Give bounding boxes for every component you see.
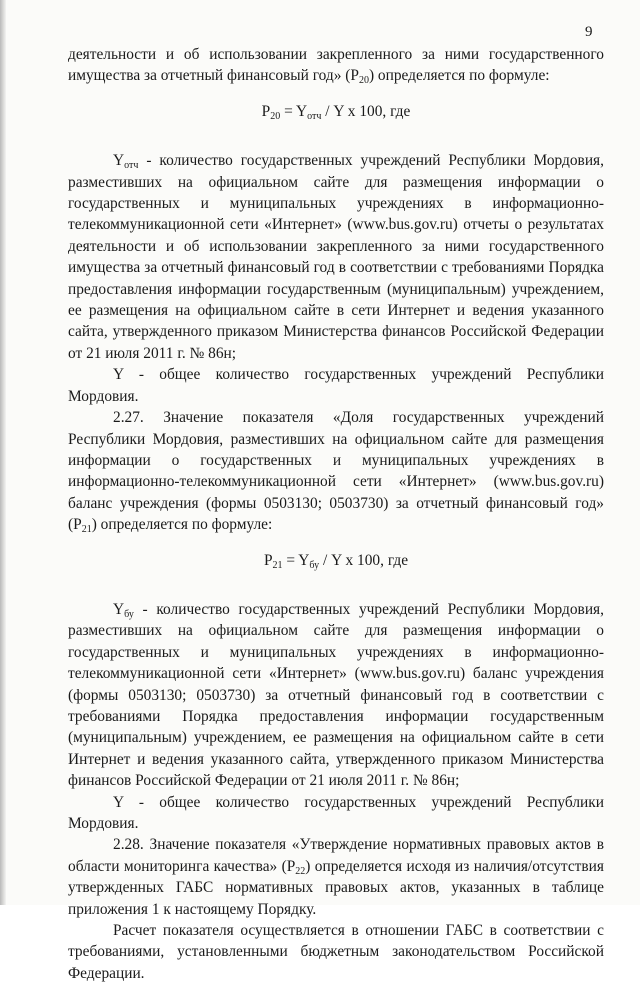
item-2-28-paragraph: 2.28. Значение показателя «Утверждение нормативных правовых актов в области мониторинга качества» $(P_{22})$ определяется исходя из наличия/отсутствия утвержденных ГАБС нормативных правовых актов, указанных в таблице приложения 1 к настоящему Порядку. bbox=[68, 836, 604, 918]
definition-y-total-2: Y - общее количество государственных учреждений Республики Мордовия. bbox=[68, 793, 604, 832]
item-2-27-paragraph: 2.27. Значение показателя «Доля государственных учреждений Республики Мордовия, разместивших на официальном сайте для размещения информации о государственных и муниципальных учреждениях в информационно-телекоммуникационной сети «Интернет» (www.bus.gov.ru) баланс учреждения (формы 0503130; 0503730) за отчетный финансовый год» $(P_{21})$ определяется по формуле: bbox=[68, 409, 604, 536]
page-number: 9 bbox=[585, 24, 593, 40]
definition-y-total-1: Y - общее количество государственных учреждений Республики Мордовия. bbox=[68, 366, 604, 405]
scan-edge-shadow bbox=[0, 0, 6, 905]
closing-paragraph: Расчет показателя осуществляется в отношении ГАБС в соответствии с требованиями, установленными бюджетным законодательством Российской Федерации. bbox=[68, 922, 604, 982]
definition-y-bu: $Y_{бу}$ - количество государственных учреждений Республики Мордовия, разместивших на официальном сайте для размещения информации о государственных и муниципальных учреждениях в информационно-телекоммуникационной сети «Интернет» (www.bus.gov.ru) баланс учреждения (формы 0503130; 0503730) за отчетный финансовый год в соответствии с требованиями Порядка предоставления информации государственным (муниципальным) учреждением, ее размещения на официальном сайте в сети Интернет и ведения указанного сайта, утвержденного приказом Министерства финансов Российской Федерации от 21 июля 2011 г. № 86н; bbox=[68, 600, 604, 790]
formula-p21: $P_{21} = Y_{бу} / Y$ x 100, где bbox=[263, 551, 409, 571]
intro-paragraph: деятельности и об использовании закрепленного за ними государственного имущества за отчетный финансовый год» $(P_{20})$ определяется по формуле: bbox=[68, 46, 604, 87]
formula-p20: $P_{20} = Y_{отч} / Y$ x 100, где bbox=[261, 102, 411, 122]
definition-y-otch: $Y_{отч}$ - количество государственных учреждений Республики Мордовия, разместивших на официальном сайте для размещения информации о государственных и муниципальных учреждениях в информационно-телекоммуникационной сети «Интернет» (www.bus.gov.ru) отчеты о результатах деятельности и об использовании закрепленного за ними государственного имущества за отчетный финансовый год в соответствии с требованиями Порядка предоставления информации государственным (муниципальным) учреждением, ее размещения на официальном сайте в сети Интернет и ведения указанного сайта, утвержденного приказом Министерства финансов Российской Федерации от 21 июля 2011 г. № 86н; bbox=[68, 152, 604, 362]
document-body bbox=[68, 44, 604, 984]
